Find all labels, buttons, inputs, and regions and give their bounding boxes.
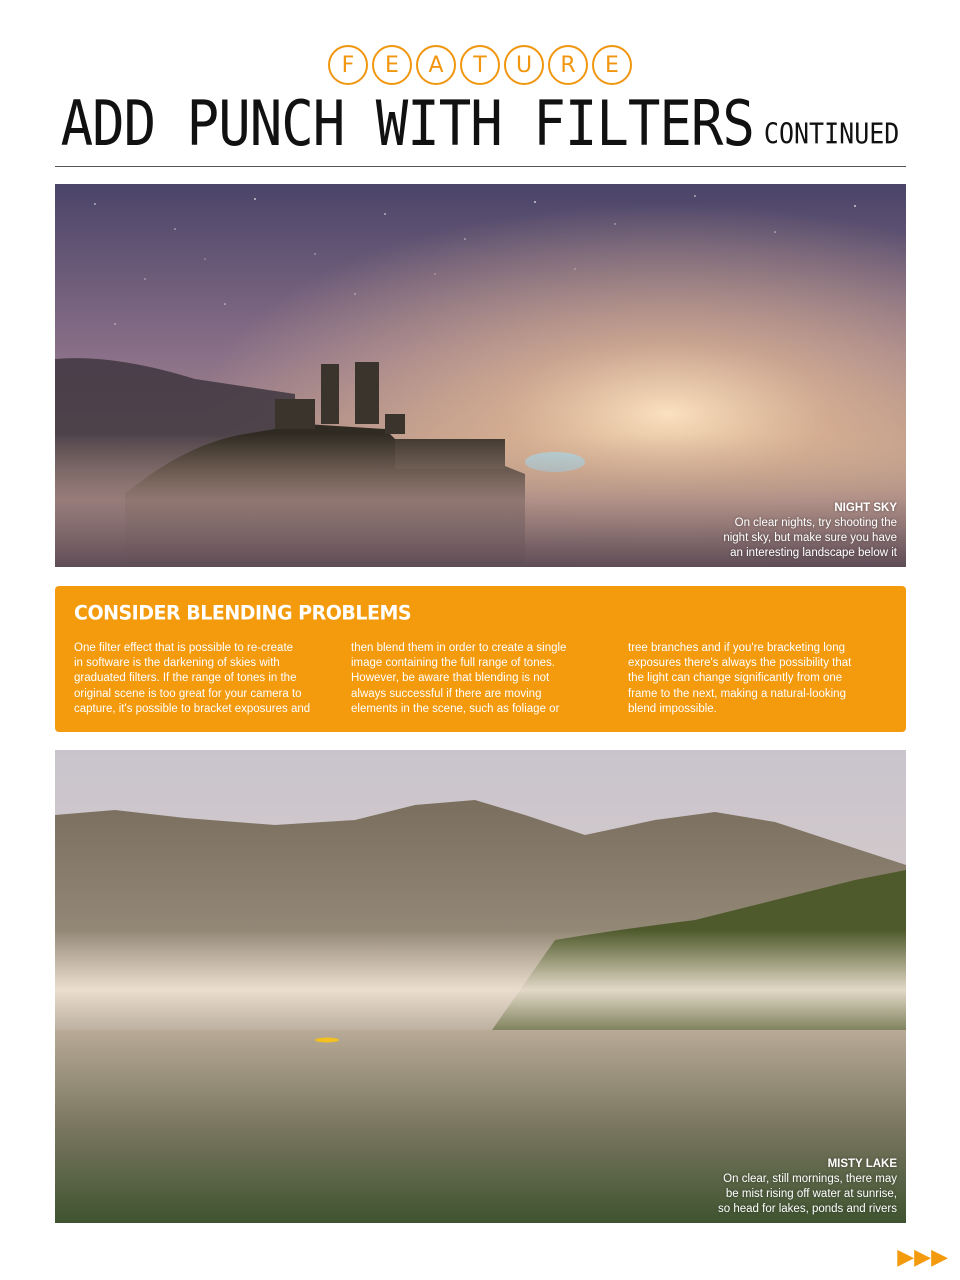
body-line: image containing the full range of tones. [351, 657, 555, 670]
sidebar-title: CONSIDER BLENDING PROBLEMS [74, 601, 412, 625]
misty-lake-caption [718, 1157, 897, 1217]
kicker-letter: T [460, 45, 500, 85]
body-line: tree branches and if you're bracketing long [628, 642, 845, 654]
caption-line: be mist rising off water at sunrise, [725, 1188, 897, 1200]
body-line: the light can change significantly from one [628, 672, 843, 685]
body-line: exposures there's always the possibility that [628, 657, 852, 670]
feature-kicker [0, 45, 960, 85]
headline-continued: CONTINUED [763, 116, 900, 151]
page-title [0, 87, 960, 160]
kicker-letter: E [592, 45, 632, 85]
caption-title: MISTY LAKE [827, 1158, 897, 1170]
body-line: in software is the darkening of skies with [74, 657, 280, 670]
body-line: blend impossible. [628, 702, 717, 715]
caption-line: On clear nights, try shooting the [734, 517, 897, 529]
caption-line: On clear, still mornings, there may [723, 1173, 897, 1185]
body-line: always successful if there are moving [351, 687, 542, 700]
kicker-letter: U [504, 45, 544, 85]
title-rule [55, 166, 906, 167]
body-line: However, be aware that blending is not [351, 672, 550, 685]
headline-main: ADD PUNCH WITH FILTERS [60, 87, 754, 160]
caption-title: NIGHT SKY [834, 502, 897, 514]
body-line: then blend them in order to create a single [351, 642, 567, 654]
caption-line: so head for lakes, ponds and rivers [718, 1203, 897, 1215]
body-line: capture, it's possible to bracket exposures and [74, 702, 311, 715]
fast-forward-icon[interactable]: ▶ ▶ ▶ [897, 1244, 948, 1269]
caption-line: an interesting landscape below it [730, 547, 897, 559]
sidebar-column-2 [351, 641, 613, 717]
kicker-letter: A [416, 45, 456, 85]
misty-lake-photo [55, 750, 906, 1223]
body-line: One filter effect that is possible to re-create [74, 642, 294, 654]
body-line: graduated filters. If the range of tones in the [74, 672, 297, 685]
kicker-letter: F [328, 45, 368, 85]
kicker-letter: E [372, 45, 412, 85]
sidebar-column-3 [628, 641, 890, 717]
night-sky-photo [55, 184, 906, 567]
kicker-letter: R [548, 45, 588, 85]
body-line: elements in the scene, such as foliage or [351, 702, 560, 715]
body-line: frame to the next, making a natural-looking [628, 687, 846, 700]
caption-line: night sky, but make sure you have [723, 532, 897, 544]
night-sky-caption [723, 501, 897, 561]
body-line: original scene is too great for your camera to [74, 687, 302, 700]
sidebar-column-1 [74, 641, 336, 717]
sidebar-box [55, 586, 906, 732]
